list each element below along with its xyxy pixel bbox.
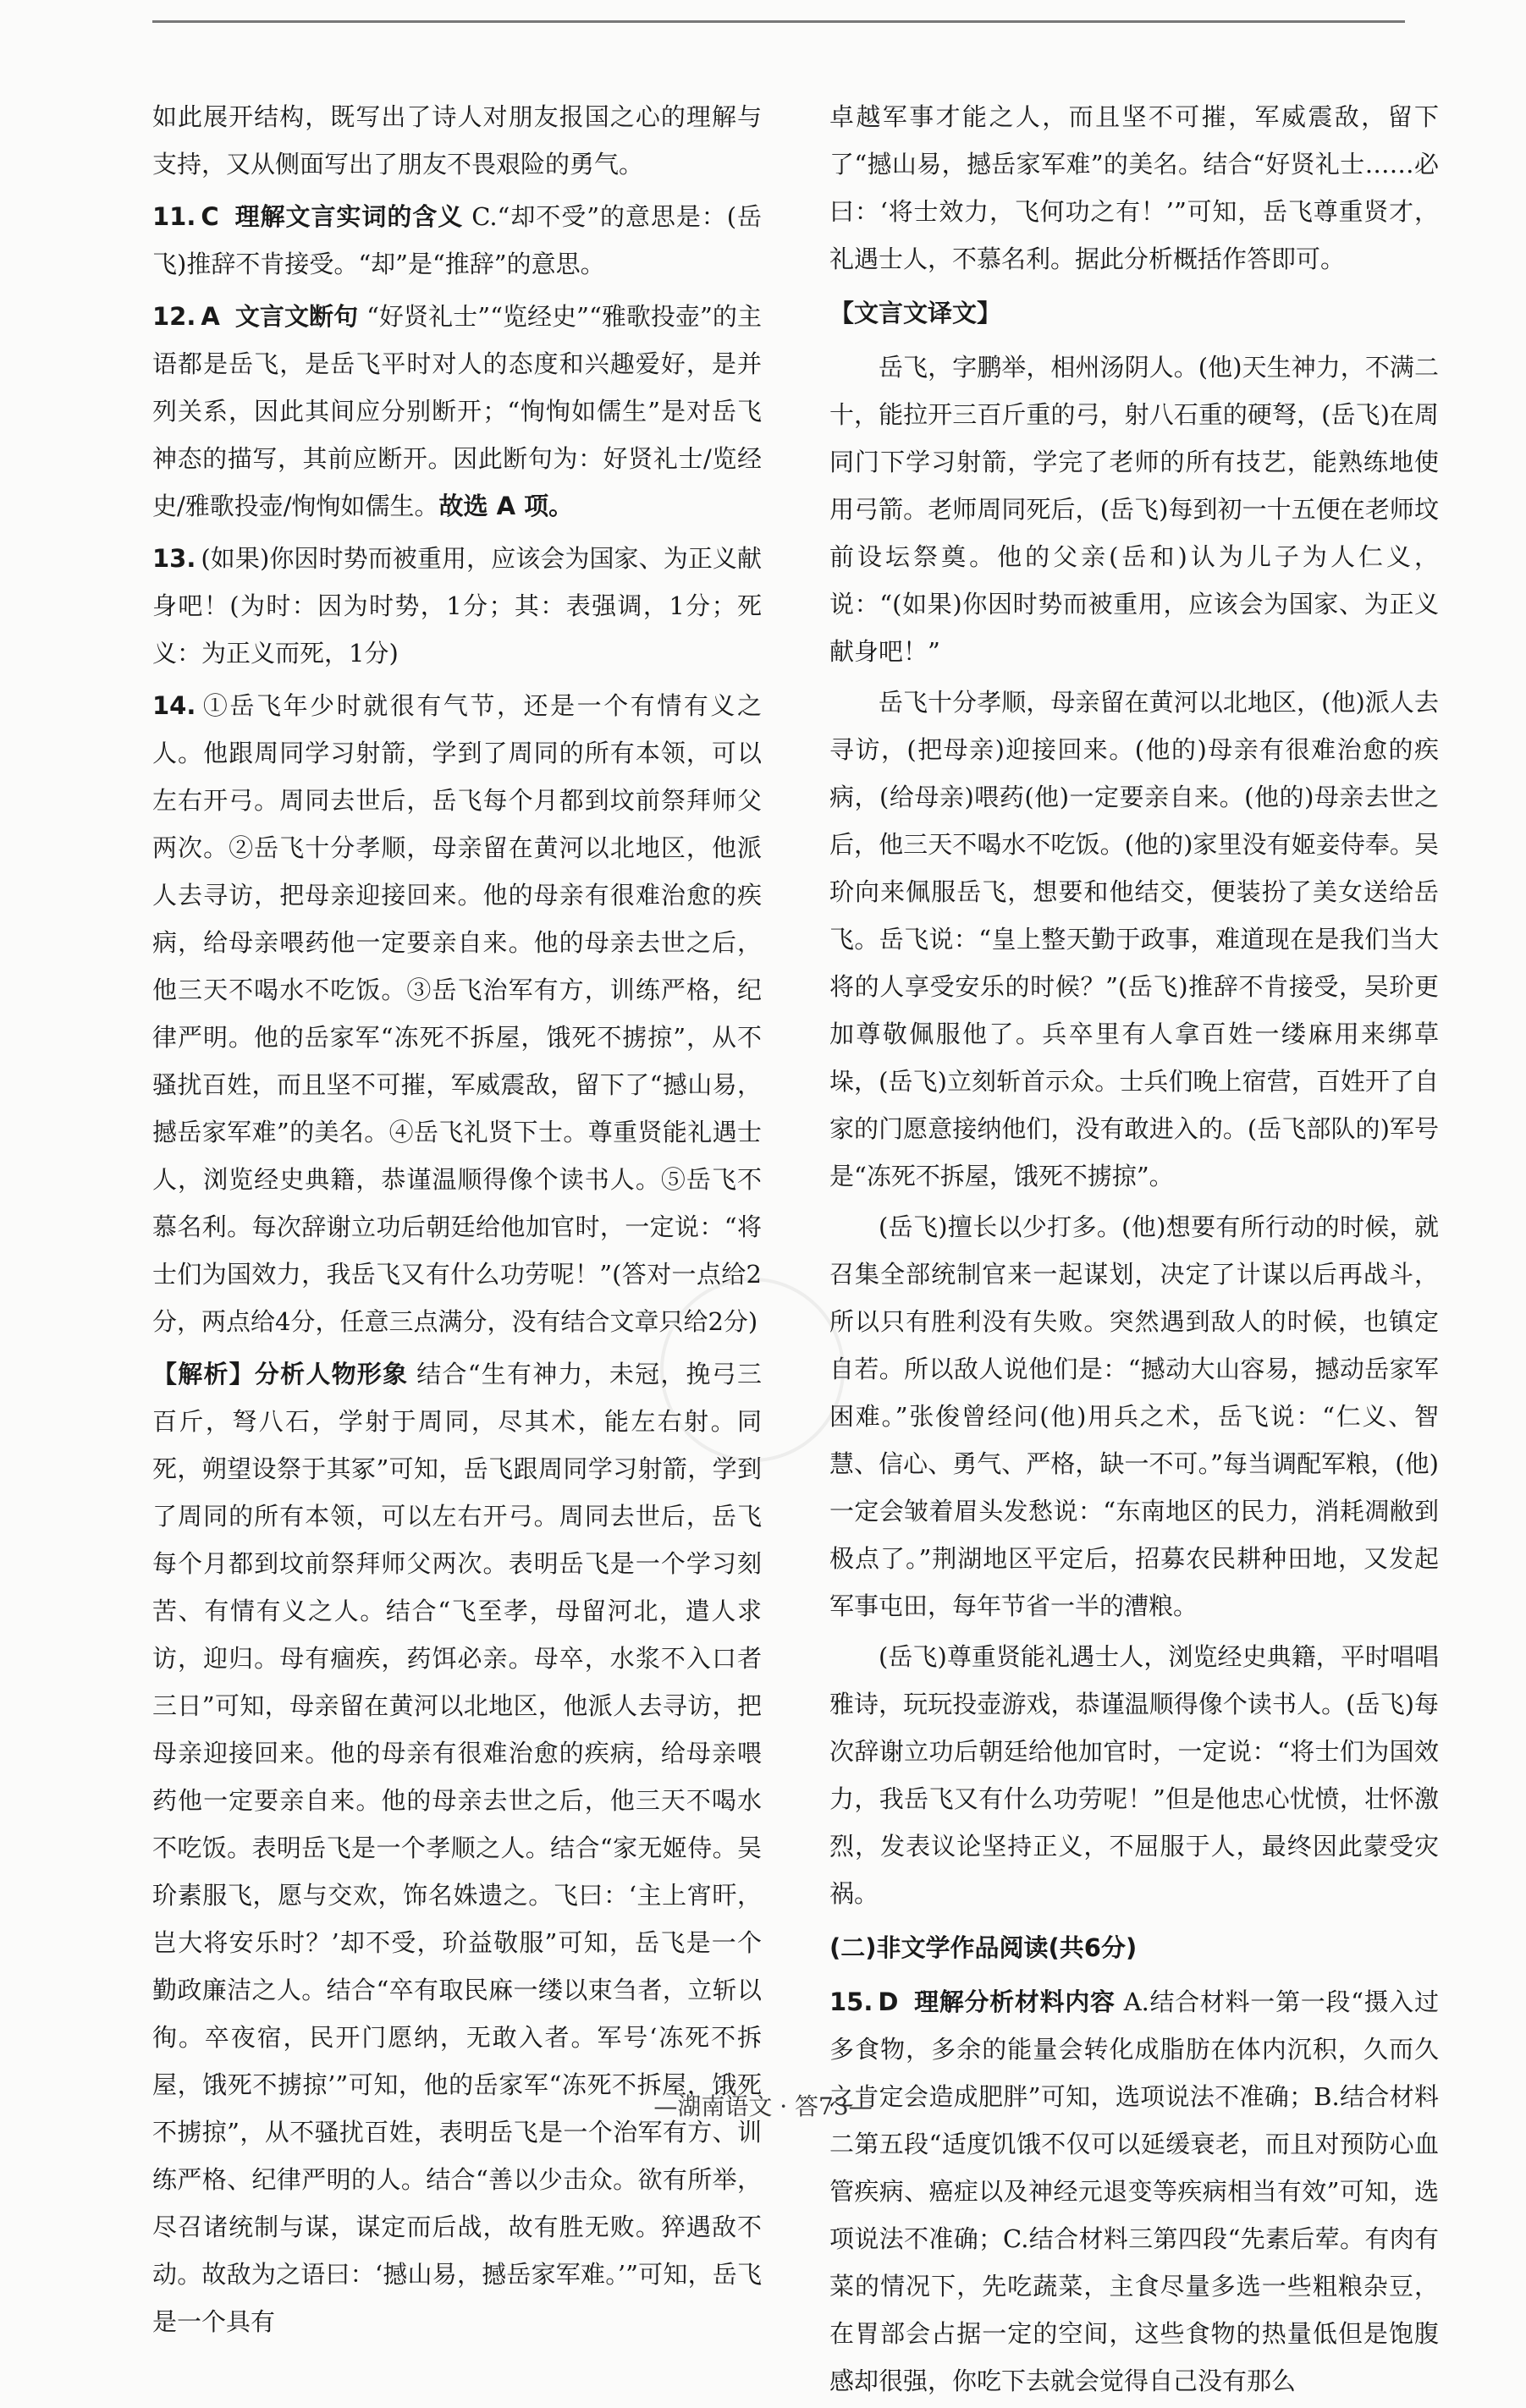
analysis-block xyxy=(152,1350,762,2345)
question-15 xyxy=(829,1978,1439,2405)
page-footer: —湖南语文 · 答73— xyxy=(653,2092,873,2120)
paragraph-continued: 卓越军事才能之人，而且坚不可摧，军威震敌，留下了“撼山易，撼岳家军难”的美名。结合“好贤礼士……必曰：‘将士效力，飞何功之有！’”可知，岳飞尊重贤才，礼遇士人，不慕名利。据此分析概括作答即可。 xyxy=(829,102,1439,273)
question-text: “好贤礼士”“览经史”“雅歌投壶”的主语都是岳飞，是岳飞平时对人的态度和兴趣爱好，是并列关系，因此其间应分别断开；“恂恂如儒生”是对岳飞神态的描写，其前应断开。因此断句为：好贤礼士/览经史/雅歌投壶/恂恂如儒生。 xyxy=(152,302,762,520)
answer-letter: D xyxy=(878,1987,899,2016)
translation-paragraph-4: (岳飞)尊重贤能礼遇士人，浏览经史典籍，平时唱唱雅诗，玩玩投壶游戏，恭谨温顺得像个读书人。(岳飞)每次辞谢立功后朝廷给他加官时，一定说：“将士们为国效力，我岳飞又有什么功劳呢！”但是他忠心忧愤，壮怀激烈，发表议论坚持正义，不屈服于人，最终因此蒙受灾祸。 xyxy=(829,1642,1439,1908)
translation-paragraph-2: 岳飞十分孝顺，母亲留在黄河以北地区，(他)派人去寻访，(把母亲)迎接回来。(他的)母亲有很难治愈的疾病，(给母亲)喂药(他)一定要亲自来。(他的)母亲去世之后，他三天不喝水不吃饭。(他的)家里没有姬妾侍奉。吴玠向来佩服岳飞，想要和他结交，便装扮了美女送给岳飞。岳飞说：“皇上整天勤于政事，难道现在是我们当大将的人享受安乐的时候？”(岳飞)推辞不肯接受，吴玠更加尊敬佩服他了。兵卒里有人拿百姓一缕麻用来绑草垛，(岳飞)立刻斩首示众。士兵们晚上宿营，百姓开了自家的门愿意接纳他们，没有敢进入的。(岳飞部队的)军号是“冻死不拆屋，饿死不掳掠”。 xyxy=(829,688,1439,1190)
translation-heading: 【文言文译文】 xyxy=(829,299,1002,327)
question-text: (如果)你因时势而被重用，应该会为国家、为正义献身吧！(为时：因为时势，1分；其：表强调，1分；死义：为正义而死，1分) xyxy=(152,544,762,668)
left-column xyxy=(152,93,762,2349)
section-heading: (二)非文学作品阅读(共6分) xyxy=(829,1933,1138,1962)
right-column xyxy=(829,93,1439,2408)
translation-paragraph-1: 岳飞，字鹏举，相州汤阴人。(他)天生神力，不满二十，能拉开三百斤重的弓，射八石重的硬弩，(岳飞)在周同门下学习射箭，学完了老师的所有技艺，能熟练地使用弓箭。老师周同死后，(岳飞)每到初一十五便在老师坟前设坛祭奠。他的父亲(岳和)认为儿子为人仁义，说：“(如果)你因时势而被重用，应该会为国家、为正义献身吧！” xyxy=(829,353,1439,666)
paragraph-continued: 如此展开结构，既写出了诗人对朋友报国之心的理解与支持，又从侧面写出了朋友不畏艰险的勇气。 xyxy=(152,102,762,179)
question-text: C.“却不受”的意思是：(岳飞)推辞不肯接受。“却”是“推辞”的意思。 xyxy=(152,202,762,278)
translation-paragraph-3: (岳飞)擅长以少打多。(他)想要有所行动的时候，就召集全部统制官来一起谋划，决定了计谋以后再战斗，所以只有胜利没有失败。突然遇到敌人的时候，也镇定自若。所以敌人说他们是：“撼动大山容易，撼动岳家军困难。”张俊曾经问(他)用兵之术，岳飞说：“仁义、智慧、信心、勇气、严格，缺一不可。”每当调配军粮，(他)一定会皱着眉头发愁说：“东南地区的民力，消耗凋敝到极点了。”荆湖地区平定后，招募农民耕种田地，又发起军事屯田，每年节省一半的漕粮。 xyxy=(829,1212,1439,1620)
question-number: 12. xyxy=(152,302,196,331)
top-rule xyxy=(152,20,1405,23)
question-conclusion: 故选 A 项。 xyxy=(438,492,574,520)
question-keyword: 理解分析材料内容 xyxy=(913,1987,1116,2016)
question-number: 11. xyxy=(152,202,196,231)
faint-stamp xyxy=(660,1278,845,1462)
answer-letter: C xyxy=(201,202,219,231)
question-12 xyxy=(152,293,762,530)
question-11 xyxy=(152,193,762,288)
analysis-label: 【解析】分析人物形象 xyxy=(152,1360,409,1388)
question-text: ①岳飞年少时就很有气节，还是一个有情有义之人。他跟周同学习射箭，学到了周同的所有本领，可以左右开弓。周同去世后，岳飞每个月都到坟前祭拜师父两次。②岳飞十分孝顺，母亲留在黄河以北地区，他派人去寻访，把母亲迎接回来。他的母亲有很难治愈的疾病，给母亲喂药他一定要亲自来。他的母亲去世之后，他三天不喝水不吃饭。③岳飞治军有方，训练严格，纪律严明。他的岳家军“冻死不拆屋，饿死不掳掠”，从不骚扰百姓，而且坚不可摧，军威震敌，留下了“撼山易，撼岳家军难”的美名。④岳飞礼贤下士。尊重贤能礼遇士人，浏览经史典籍，恭谨温顺得像个读书人。⑤岳飞不慕名利。每次辞谢立功后朝廷给他加官时，一定说：“将士们为国效力，我岳飞又有什么功劳呢！”(答对一点给2分，两点给4分，任意三点满分，没有结合文章只给2分) xyxy=(152,691,762,1336)
question-13 xyxy=(152,535,762,677)
question-number: 13. xyxy=(152,544,196,573)
answer-letter: A xyxy=(201,302,220,331)
question-text: A.结合材料一第一段“摄入过多食物，多余的能量会转化成脂肪在体内沉积，久而久之肯定会造成肥胖”可知，选项说法不准确；B.结合材料二第五段“适度饥饿不仅可以延缓衰老，而且对预防心血管疾病、癌症以及神经元退变等疾病相当有效”可知，选项说法不准确；C.结合材料三第四段“先素后荤。有肉有菜的情况下，先吃蔬菜，主食尽量多选一些粗粮杂豆，在胃部会占据一定的空间，这些食物的热量低但是饱腹感却很强，你吃下去就会觉得自己没有那么 xyxy=(829,1987,1439,2395)
question-keyword: 理解文言实词的含义 xyxy=(234,202,464,231)
analysis-text: 结合“生有神力，未冠，挽弓三百斤，弩八石，学射于周同，尽其术，能左右射。同死，朔望设祭于其冢”可知，岳飞跟周同学习射箭，学到了周同的所有本领，可以左右开弓。周同去世后，岳飞每个月都到坟前祭拜师父两次。表明岳飞是一个学习刻苦、有情有义之人。结合“飞至孝，母留河北，遣人求访，迎归。母有痼疾，药饵必亲。母卒，水浆不入口者三日”可知，母亲留在黄河以北地区，他派人去寻访，把母亲迎接回来。他的母亲有很难治愈的疾病，给母亲喂药他一定要亲自来。他的母亲去世之后，他三天不喝水不吃饭。表明岳飞是一个孝顺之人。结合“家无姬侍。吴玠素服飞，愿与交欢，饰名姝遗之。飞曰：‘主上宵旰，岂大将安乐时？’却不受，玠益敬服”可知，岳飞是一个勤政廉洁之人。结合“卒有取民麻一缕以束刍者，立斩以徇。卒夜宿，民开门愿纳，无敢入者。军号‘冻死不拆屋，饿死不掳掠’”可知，他的岳家军“冻死不拆屋，饿死不掳掠”，从不骚扰百姓，表明岳飞是一个治军有方、训练严格、纪律严明的人。结合“善以少击众。欲有所举，尽召诸统制与谋，谋定而后战，故有胜无败。猝遇敌不动。故敌为之语曰：‘撼山易，撼岳家军难。’”可知，岳飞是一个具有 xyxy=(152,1360,762,2336)
question-14 xyxy=(152,682,762,1345)
question-keyword: 文言文断句 xyxy=(234,302,359,331)
question-number: 14. xyxy=(152,691,196,720)
question-number: 15. xyxy=(829,1987,873,2016)
